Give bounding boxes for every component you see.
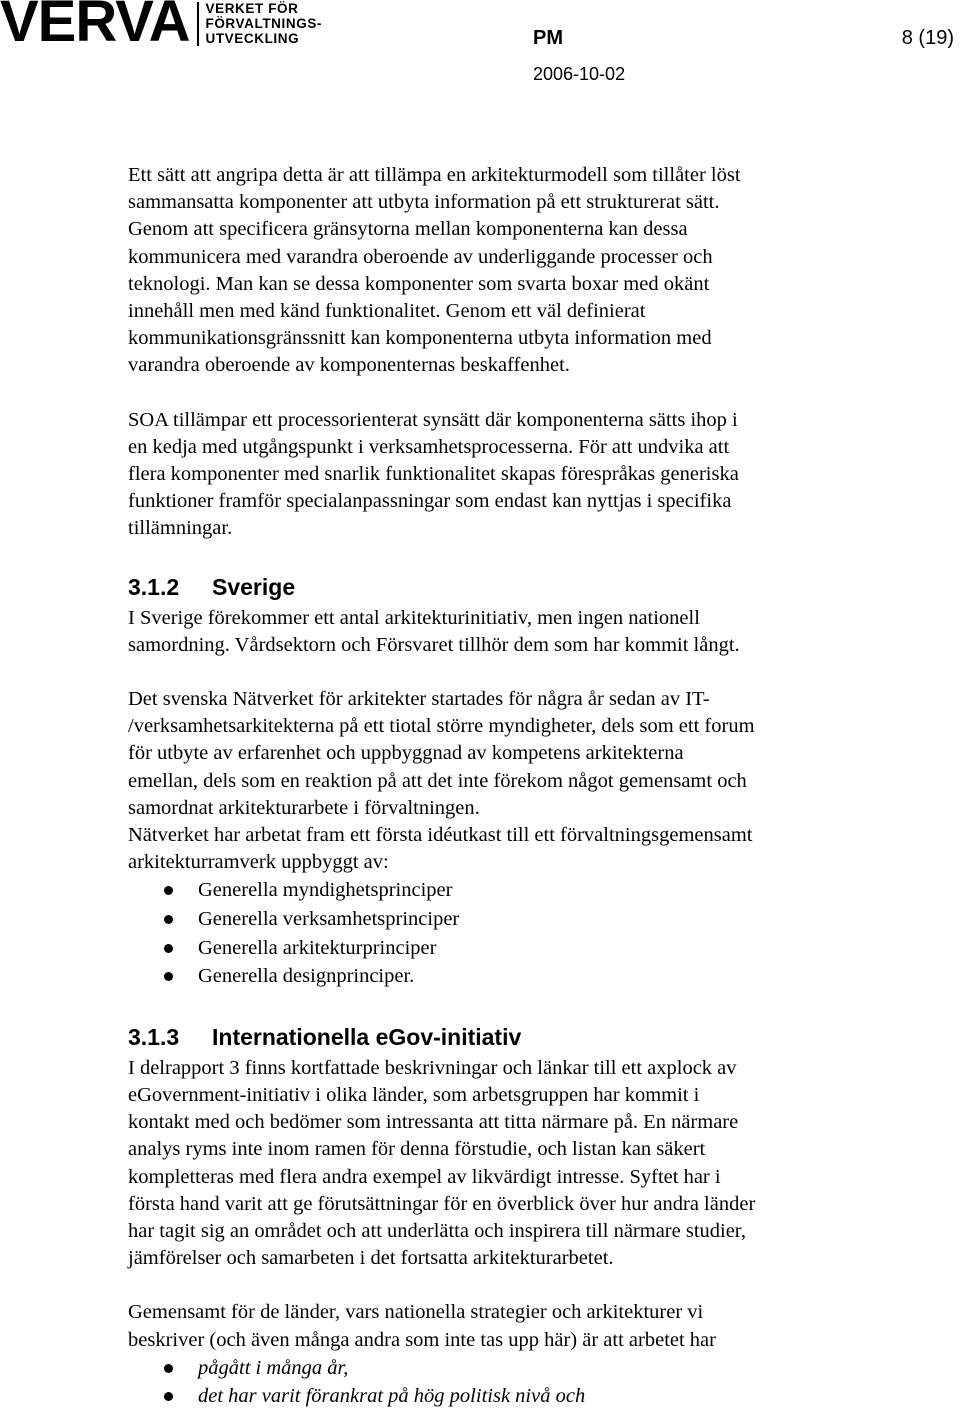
section-number: 3.1.2 bbox=[128, 573, 180, 600]
text-line: eGovernment-initiativ i olika länder, som arbetsgruppen har kommit i bbox=[128, 1084, 700, 1107]
text-line: har tagit sig an området och att underlätta och inspirera till närmare studier, bbox=[128, 1220, 746, 1243]
text-line: samordnat arkitekturarbete i förvaltningen. bbox=[128, 796, 480, 819]
paragraph-intro bbox=[128, 162, 848, 380]
text-line: Nätverket har arbetat fram ett första idéutkast till ett förvaltningsgemensamt bbox=[128, 824, 753, 847]
logo-subtitle bbox=[205, 1, 322, 46]
list-item bbox=[128, 1354, 848, 1383]
text-line: SOA tillämpar ett processorienterat synsätt där komponenterna sätts ihop i bbox=[128, 408, 738, 431]
spacer bbox=[128, 1272, 848, 1299]
list-item bbox=[128, 934, 848, 963]
text-line: innehåll men med känd funktionalitet. Genom ett väl definierat bbox=[128, 300, 646, 323]
text-line: kontakt med och bedömer som intressanta att titta närmare på. En närmare bbox=[128, 1111, 739, 1134]
section-number: 3.1.3 bbox=[128, 1023, 180, 1050]
list-item-text: Generella myndighetsprinciper bbox=[198, 879, 453, 902]
bullet-icon bbox=[164, 915, 173, 924]
section-title: Sverige bbox=[212, 573, 296, 600]
bullet-icon bbox=[164, 886, 173, 895]
logo-divider bbox=[197, 2, 199, 46]
section-heading-egov bbox=[128, 1021, 848, 1053]
text-line: /verksamhetsarkitekterna på ett tiotal större myndigheter, dels som ett forum bbox=[128, 715, 755, 738]
paragraph-gemensamt bbox=[128, 1299, 848, 1353]
text-line: för utbyte av erfarenhet och uppbyggnad av kompetens arkitekterna bbox=[128, 742, 684, 765]
text-line: funktioner framför specialanpassningar som endast kan nyttjas i specifika bbox=[128, 490, 732, 513]
list-item-text: Generella designprinciper. bbox=[198, 965, 415, 988]
text-line: teknologi. Man kan se dessa komponenter som svarta boxar med okänt bbox=[128, 272, 710, 295]
text-line: Ett sätt att angripa detta är att tillämpa en arkitekturmodell som tillåter löst bbox=[128, 164, 741, 186]
text-line: första hand varit att ge förutsättningar för en överblick över hur andra länder bbox=[128, 1192, 756, 1215]
text-line: emellan, dels som en reaktion på att det inte förekom något gemensamt och bbox=[128, 769, 747, 792]
text-line: I Sverige förekommer ett antal arkitekturinitiativ, men ingen nationell bbox=[128, 606, 700, 629]
text-line: I delrapport 3 finns kortfattade beskrivningar och länkar till ett axplock av bbox=[128, 1056, 737, 1079]
paragraph-ramverk bbox=[128, 822, 848, 876]
text-line: kommunicera med varandra oberoende av underliggande processer och bbox=[128, 245, 713, 268]
list-item bbox=[128, 1382, 848, 1411]
section-heading-sverige bbox=[128, 571, 848, 603]
list-item-text: pågått i många år, bbox=[198, 1356, 349, 1379]
document-body bbox=[128, 162, 848, 1411]
bullet-icon bbox=[164, 972, 173, 981]
document-type: PM bbox=[533, 27, 563, 49]
page-header bbox=[0, 0, 960, 90]
text-line: sammansatta komponenter att utbyta information på ett strukturerat sätt. bbox=[128, 191, 720, 214]
text-line: varandra oberoende av komponenternas beskaffenhet. bbox=[128, 354, 570, 377]
paragraph-delrapport bbox=[128, 1055, 848, 1273]
text-line: arkitekturramverk uppbyggt av: bbox=[128, 851, 389, 874]
text-line: kompletteras med flera andra exempel av likvärdigt intresse. Syftet har i bbox=[128, 1165, 721, 1188]
list-item-text: Generella verksamhetsprinciper bbox=[198, 908, 460, 931]
text-line: kommunikationsgränssnitt kan komponenterna utbyta information med bbox=[128, 327, 712, 350]
text-line: en kedja med utgångspunkt i verksamhetsprocesserna. För att undvika att bbox=[128, 435, 730, 458]
text-line: tillämningar. bbox=[128, 517, 233, 540]
bullet-icon bbox=[164, 944, 173, 953]
section-title: Internationella eGov-initiativ bbox=[212, 1023, 522, 1050]
list-item-text: Generella arkitekturprinciper bbox=[198, 936, 437, 959]
logo-line: FÖRVALTNINGS- bbox=[205, 16, 323, 31]
logo-line: UTVECKLING bbox=[205, 31, 300, 46]
spacer bbox=[128, 991, 848, 1021]
bullet-icon bbox=[164, 1392, 173, 1401]
list-item-text: det har varit förankrat på hög politisk nivå och bbox=[198, 1385, 586, 1408]
text-line: flera komponenter med snarlik funktionalitet skapas förespråkas generiska bbox=[128, 463, 739, 486]
bullet-icon bbox=[164, 1364, 173, 1373]
list-item bbox=[128, 962, 848, 991]
spacer bbox=[128, 380, 848, 407]
principles-list bbox=[128, 876, 848, 990]
list-item bbox=[128, 876, 848, 905]
text-line: jämförelser och samarbeten i det fortsatta arkitekturarbetet. bbox=[128, 1247, 614, 1270]
text-line: Det svenska Nätverket för arkitekter startades för några år sedan av IT- bbox=[128, 688, 710, 711]
spacer bbox=[128, 659, 848, 686]
paragraph-soa bbox=[128, 407, 848, 543]
text-line: Gemensamt för de länder, vars nationella strategier och arkitekturer vi bbox=[128, 1301, 704, 1324]
list-item bbox=[128, 905, 848, 934]
common-traits-list bbox=[128, 1354, 848, 1411]
text-line: beskriver (och även många andra som inte tas upp här) är att arbetet har bbox=[128, 1328, 716, 1351]
text-line: analys ryms inte inom ramen för denna förstudie, och listan kan säkert bbox=[128, 1138, 706, 1161]
text-line: Genom att specificera gränsytorna mellan komponenterna kan dessa bbox=[128, 218, 688, 241]
verva-logo bbox=[0, 0, 323, 54]
document-date: 2006-10-02 bbox=[533, 64, 626, 84]
page-number: 8 (19) bbox=[901, 27, 954, 49]
text-line: samordning. Vårdsektorn och Försvaret tillhör dem som har kommit långt. bbox=[128, 633, 740, 656]
logo-wordmark: VERVA bbox=[0, 0, 190, 54]
spacer bbox=[128, 543, 848, 571]
paragraph-sverige bbox=[128, 605, 848, 659]
paragraph-natverket bbox=[128, 686, 848, 822]
logo-line: VERKET FÖR bbox=[205, 1, 299, 16]
